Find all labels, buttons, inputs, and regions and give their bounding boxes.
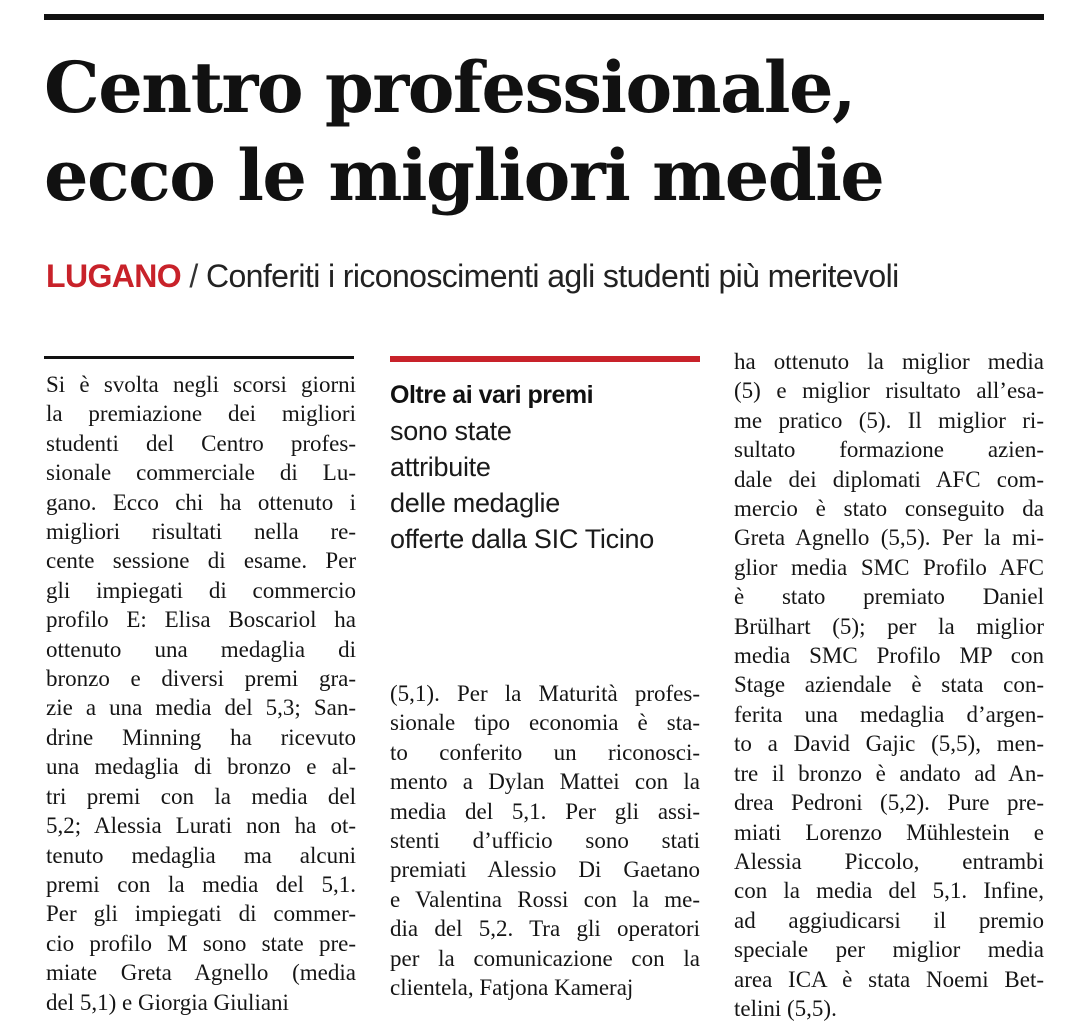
body-text-line: Si è svolta negli scorsi giorni: [46, 372, 356, 397]
body-text-line: telini (5,5).: [734, 995, 837, 1021]
body-text-line: tre il bronzo è andato ad An-: [734, 760, 1044, 786]
body-text-line: per la comunicazione con la: [390, 945, 700, 971]
pull-quote: [390, 378, 710, 557]
body-text-line: Brülhart (5); per la miglior: [734, 613, 1044, 639]
body-text-line: area ICA è stata Noemi Bet-: [734, 966, 1044, 992]
body-text-line: mercio è stato conseguito da: [734, 496, 1044, 522]
body-text-line: media SMC Profilo MP con: [734, 643, 1044, 669]
body-text-line: tri premi con la media del: [46, 783, 356, 809]
body-text-line: mento a Dylan Mattei con la: [390, 769, 700, 795]
body-text-line: ha ottenuto la miglior media: [734, 349, 1044, 374]
body-text-line: dale dei diplomati AFC com-: [734, 466, 1044, 492]
body-text-line: gli impiegati di commercio: [46, 577, 356, 603]
body-text-line: profilo E: Elisa Boscariol ha: [46, 607, 356, 633]
body-text-line: me pratico (5). Il miglior ri-: [734, 407, 1044, 433]
body-text-line: 5,2; Alessia Lurati non ha ot-: [46, 813, 356, 839]
body-text-line: ferita una medaglia d’argen-: [734, 701, 1044, 727]
subheadline-text: Conferiti i riconoscimenti agli studenti più meritevoli: [205, 258, 899, 294]
body-text-line: migliori risultati nella re-: [46, 519, 356, 545]
body-text-line: clientela, Fatjona Kameraj: [390, 975, 634, 1001]
body-text-line: con la media del 5,1. Infine,: [734, 878, 1044, 904]
body-text-line: Alessia Piccolo, entrambi: [734, 848, 1044, 874]
kicker-separator: /: [189, 258, 198, 294]
body-text-line: miati Lorenzo Mühlestein e: [734, 819, 1044, 845]
body-text-line: premi con la media del 5,1.: [46, 871, 356, 897]
body-text-line: premiati Alessio Di Gaetano: [390, 857, 700, 883]
body-text-line: to conferito un riconosci-: [390, 739, 700, 765]
body-text-line: ad aggiudicarsi il premio: [734, 907, 1044, 933]
body-text-line: cio profilo M sono state pre-: [46, 930, 356, 956]
body-text-line: sionale commerciale di Lu-: [46, 460, 356, 486]
body-text-line: studenti del Centro profes-: [46, 430, 356, 456]
body-text-line: speciale per miglior media: [734, 937, 1044, 963]
body-text-line: Greta Agnello (5,5). Per la mi-: [734, 525, 1044, 551]
location-kicker: LUGANO: [46, 258, 182, 294]
body-text-line: ottenuto una medaglia di: [46, 636, 356, 662]
pull-quote-line: sono state: [390, 416, 512, 446]
body-text-line: sionale tipo economia è sta-: [390, 710, 700, 736]
pull-quote-lead: Oltre ai vari premi: [390, 381, 594, 409]
body-text-line: (5,1). Per la Maturità profes-: [390, 681, 700, 706]
pull-quote-line: attribuite: [390, 452, 491, 482]
body-text-line: miate Greta Agnello (media: [46, 960, 356, 986]
body-text-line: del 5,1) e Giorgia Giuliani: [46, 989, 289, 1015]
article-column-1: [46, 370, 356, 1017]
body-text-line: e Valentina Rossi con la me-: [390, 886, 700, 912]
headline: [44, 44, 1044, 220]
body-text-line: glior media SMC Profilo AFC: [734, 554, 1044, 580]
body-text-line: drea Pedroni (5,2). Pure pre-: [734, 790, 1044, 816]
top-rule: [44, 14, 1044, 20]
body-text-line: sultato formazione azien-: [734, 437, 1044, 463]
body-text-line: tenuto medaglia ma alcuni: [46, 842, 356, 868]
body-text-line: cente sessione di esame. Per: [46, 548, 356, 574]
body-text-line: Per gli impiegati di commer-: [46, 901, 356, 927]
article-column-2: [390, 679, 700, 1002]
body-text-line: drine Minning ha ricevuto: [46, 724, 356, 750]
pull-quote-line: offerte dalla SIC Ticino: [390, 524, 654, 554]
pull-quote-line: delle medaglie: [390, 488, 560, 518]
body-text-line: stenti d’ufficio sono stati: [390, 828, 700, 854]
body-text-line: gano. Ecco chi ha ottenuto i: [46, 489, 356, 515]
pull-quote-rule: [390, 356, 700, 362]
body-text-line: (5) e miglior risultato all’esa-: [734, 378, 1044, 404]
body-text-line: è stato premiato Daniel: [734, 584, 1044, 610]
body-text-line: media del 5,1. Per gli assi-: [390, 798, 700, 824]
body-text-line: zie a una media del 5,3; San-: [46, 695, 356, 721]
body-text-line: bronzo e diversi premi gra-: [46, 666, 356, 692]
body-text-line: la premiazione dei migliori: [46, 401, 356, 427]
body-text-line: dia del 5,2. Tra gli operatori: [390, 916, 700, 942]
headline-line-2: ecco le migliori medie: [44, 134, 884, 217]
subheadline: [46, 256, 1046, 296]
body-text-line: una medaglia di bronzo e al-: [46, 754, 356, 780]
article-column-3: [734, 347, 1044, 1023]
body-text-line: Stage aziendale è stata con-: [734, 672, 1044, 698]
body-text-line: to a David Gajic (5,5), men-: [734, 731, 1044, 757]
column-1-rule: [44, 356, 354, 359]
headline-line-1: Centro professionale,: [44, 46, 855, 129]
